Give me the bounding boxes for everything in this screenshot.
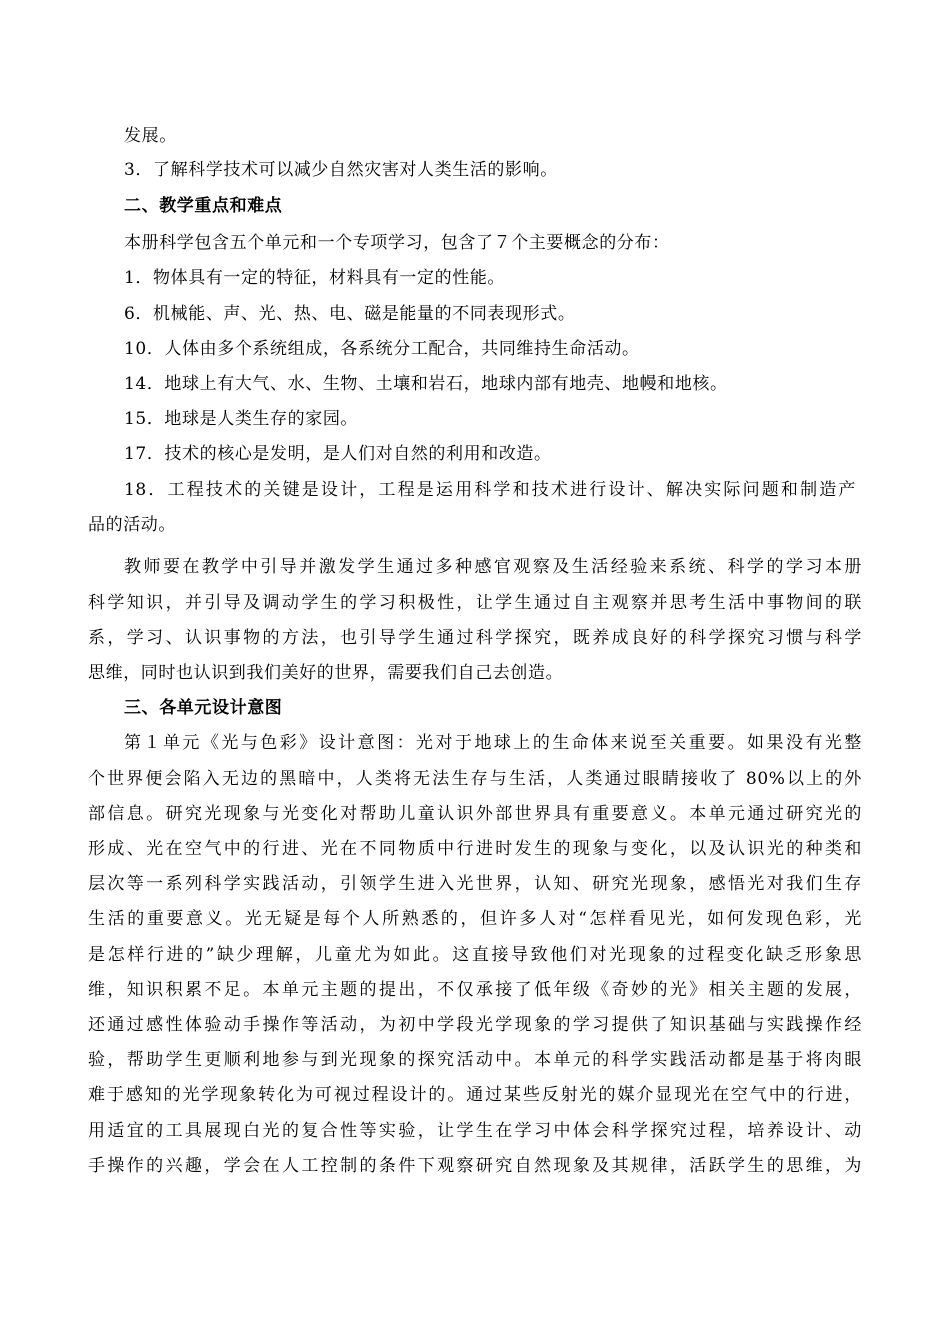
paragraph-line: 第１单元《光与色彩》设计意图：光对于地球上的生命体来说至关重要。如果没有光整 [124,733,862,753]
text-line: 15．地球是人类生存的家园。 [124,409,359,429]
paragraph-line: 层次等一系列科学实践活动，引领学生进入光世界，认知、研究光现象，感悟光对我们生存 [88,874,862,894]
text-line: 10．人体由多个系统组成，各系统分工配合，共同维持生命活动。 [124,339,640,359]
paragraph-line: 手操作的兴趣，学会在人工控制的条件下观察研究自然现象及其规律，活跃学生的思维，为 [88,1156,862,1176]
text-line: 3．了解科学技术可以减少自然灾害对人类生活的影响。 [124,160,558,180]
text-line: 6．机械能、声、光、热、电、磁是能量的不同表现形式。 [124,304,576,324]
text-line: 本册科学包含五个单元和一个专项学习，包含了７个主要概念的分布： [124,233,670,253]
paragraph-line: 是怎样行进的”缺少理解，儿童尤为如此。这直接导致他们对光现象的过程变化缺乏形象思 [88,945,862,965]
paragraph-line: 思维，同时也认识到我们美好的世界，需要我们自己去创造。 [88,663,564,683]
section-heading: 二、教学重点和难点 [124,196,283,216]
paragraph-line: 系，学习、认识事物的方法，也引导学生通过科学探究，既养成良好的科学探究习惯与科学 [88,628,862,648]
paragraph-line: 科学知识，并引导及调动学生的学习积极性，让学生通过自主观察并思考生活中事物间的联 [88,593,862,613]
text-line: 发展。 [124,126,177,146]
text-line: 1．物体具有一定的特征，材料具有一定的性能。 [124,268,506,288]
paragraph-line: 部信息。研究光现象与光变化对帮助儿童认识外部世界具有重要意义。本单元通过研究光的 [88,804,862,824]
text-line: 18．工程技术的关键是设计，工程是运用科学和技术进行设计、解决实际问题和制造产 [124,480,856,500]
text-line: 14．地球上有大气、水、生物、土壤和岩石，地球内部有地壳、地幔和地核。 [124,374,728,394]
paragraph-line: 教师要在教学中引导并激发学生通过多种感官观察及生活经验来系统、科学的学习本册 [124,557,862,577]
paragraph-line: 用适宜的工具展现白光的复合性等实验，让学生在学习中体会科学探究过程，培养设计、动 [88,1121,862,1141]
paragraph-line: 难于感知的光学现象转化为可视过程设计的。通过某些反射光的媒介显现光在空气中的行进， [88,1085,862,1105]
text-line: 品的活动。 [88,515,176,535]
paragraph-line: 验，帮助学生更顺利地参与到光现象的探究活动中。本单元的科学实践活动都是基于将肉眼 [88,1050,862,1070]
text-line: 17．技术的核心是发明，是人们对自然的利用和改造。 [124,444,552,464]
paragraph-line: 生活的重要意义。光无疑是每个人所熟悉的，但许多人对“怎样看见光，如何发现色彩，光 [88,909,862,929]
paragraph-line: 维，知识积累不足。本单元主题的提出，不仅承接了低年级《奇妙的光》相关主题的发展， [88,980,862,1000]
paragraph-line: 个世界便会陷入无边的黑暗中，人类将无法生存与生活，人类通过眼睛接收了 80%以上的外 [88,769,862,789]
paragraph-line: 形成、光在空气中的行进、光在不同物质中行进时发生的现象与变化，以及认识光的种类和 [88,839,862,859]
paragraph-line: 还通过感性体验动手操作等活动，为初中学段光学现象的学习提供了知识基础与实践操作经 [88,1015,862,1035]
section-heading: 三、各单元设计意图 [124,698,283,718]
